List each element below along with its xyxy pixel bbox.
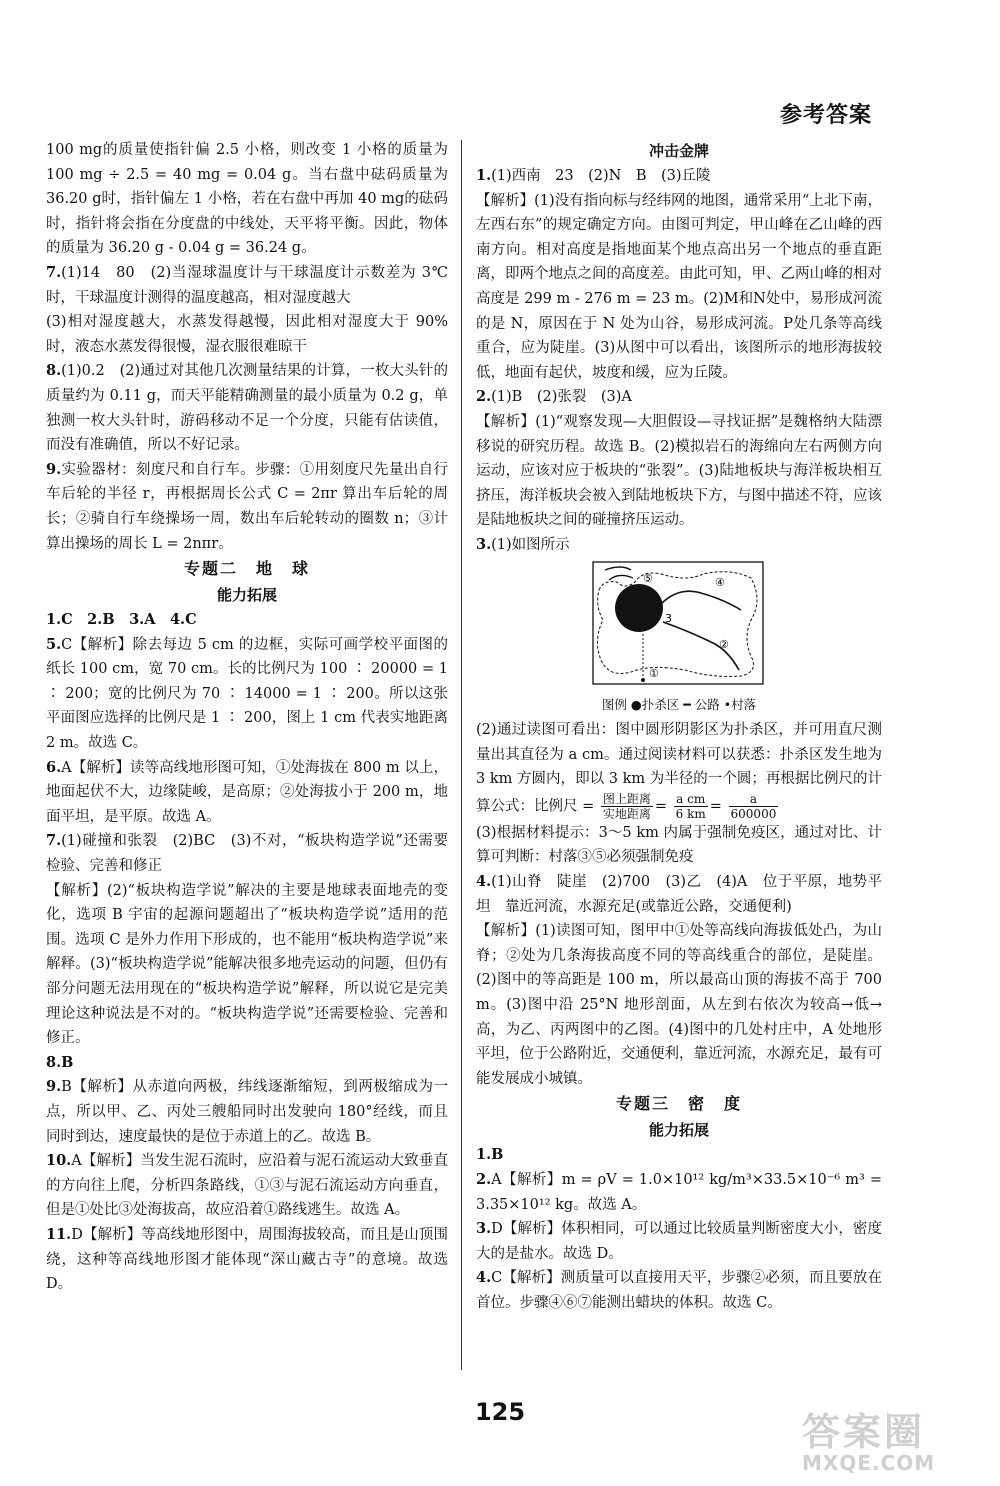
map-frame bbox=[593, 562, 763, 684]
answer-10: 10.A【解析】当发生泥石流时，应沿着与泥石流运动大致垂直的方向往上爬，分析四条路线，①③与泥石流运动方向垂直，但是①处比③处海拔高，故应沿着①路线逃生。故选 A。 bbox=[46, 1152, 448, 1219]
watermark-logo: 答案圈 bbox=[802, 1410, 926, 1454]
answer-11: 11.D【解析】等高线地形图中，周围海拔较高，而且是山顶围绕，这种等高线地形图才能体现“深山藏古寺”的意境。故选 D。 bbox=[46, 1225, 448, 1293]
paragraph: 100 mg的质量使指针偏 2.5 小格，则改变 1 小格的质量为 100 mg ÷ 2.5 = 40 mg = 0.04 g。当右盘中砝码质量为 36.20 g时，指针偏左 1 小格，若在右盘中再加 40 mg的砝码时，指针将会指在分度盘的中线处，天平将平衡。因此，物体的质量为 36.20 g - 0.04 g = 36.24 g。 bbox=[46, 142, 448, 257]
label-4: ④ bbox=[715, 575, 725, 589]
answer-2-analysis: 【解析】(1)“观察发现—大胆假设—寻找证据”是魏格纳大陆漂移说的研究历程。故选 B。(2)模拟岩石的海绵向左右两侧方向运动，应该对应于板块的“张裂”。(3)陆地板块与海洋板块相互挤压，海洋板块会被入到陆地板块下方，与图中描述不符，应该是陆地板块之间的碰撞挤压运动。 bbox=[476, 413, 882, 529]
density-answer-2: 2.A【解析】m = ρV = 1.0×10¹² kg/m³×33.5×10⁻⁶ m³ = 3.35×10¹² kg。故选 A。 bbox=[476, 1171, 882, 1213]
answer-7b: 7.(1)碰撞和张裂 (2)BC (3)不对，“板块构造学说”还需要检验、完善和修正 bbox=[46, 832, 448, 875]
answer-4: 4.(1)山脊 陡崖 (2)700 (3)乙 (4)A 位于平原，地势平坦 靠近河流，水源充足(或靠近公路，交通便利) bbox=[476, 873, 882, 915]
label-2: ② bbox=[719, 637, 729, 651]
village-dot bbox=[641, 678, 645, 682]
answer-3: 3.(1)如图所示 bbox=[476, 535, 570, 553]
column-divider bbox=[461, 140, 462, 1370]
map-legend: 图例 ●扑杀区 ━ 公路 •村落 bbox=[601, 697, 757, 713]
answer-7b-analysis: 【解析】(2)“板块构造学说”解决的主要是地球表面地壳的变化，选项 B 宇宙的起源问题超出了“板块构造学说”适用的范围。选项 C 是外力作用下形成的，也不能用“板块构造学说”来解释。(3)“板块构造学说”能解决很多地壳运动的问题，但仍有部分问题无法用现在的“板块构造学说”解释，所以说它是完美理论这种说法是不对的。“板块构造学说”还需要检验、完善和修正。 bbox=[46, 882, 448, 1047]
answer-2: 2.(1)B (2)张裂 (3)A bbox=[476, 388, 632, 406]
answer-1-analysis: 【解析】(1)没有指向标与经纬网的地图，通常采用“上北下南，左西右东”的规定确定方向。由图可判定，甲山峰在乙山峰的西南方向。相对高度是指地面某个地点高出另一个地点的垂直距离，即两个地点之间的高度差。由此可知，甲、乙两山峰的相对高度是 299 m - 276 m = 23 m。(2)M和N处中，易形成河流的是 N，原因在于 N 处为山谷，易形成河流。P处几条等高线重合，应为陡崖。(3)从图中可以看出，该图所示的地形海拔较低，地面有起伏，坡度和缓，应为丘陵。 bbox=[476, 192, 882, 381]
section-title-gold: 冲击金牌 bbox=[648, 142, 709, 160]
section-subtitle: 能力拓展 bbox=[216, 586, 277, 605]
label-3: 3 bbox=[665, 611, 672, 625]
culling-zone bbox=[615, 584, 663, 632]
fraction-result: $\frac{a}{600000}$ bbox=[730, 791, 777, 821]
answer-8b: 8.B bbox=[46, 1053, 74, 1071]
label-1: ① bbox=[649, 666, 659, 680]
section-subtitle-density: 能力拓展 bbox=[648, 1121, 709, 1140]
answer-3-part2: (2)通过读图可看出：图中圆形阴影区为扑杀区，并可用直尺测量出其直径为 a cm。通过阅读材料可以获悉：扑杀区发生地为 3 km 方圆内，即以 3 km 为半径的一个圆；再根据比例尺的计算公式：比例尺 = $\frac{\text{图上距离}}{\text{实地距离}}$ = $\frac{\text{a cm}}{6 km}$ = $\frac{a}{600000}$ bbox=[476, 722, 882, 821]
answer-7: 7.(1)14 80 (2)当湿球温度计与干球温度计示数差为 3℃时，干球温度计测得的温度越高，相对湿度越大 bbox=[46, 263, 448, 306]
density-answer-4: 4.C【解析】测质量可以直接用天平，步骤②必须，而且要放在首位。步骤④⑥⑦能测出蜡块的体积。故选 C。 bbox=[476, 1269, 882, 1311]
label-5: ⑤ bbox=[643, 571, 653, 585]
answer-9: 9.实验器材：刻度尺和自行车。步骤：①用刻度尺先量出自行车后轮的半径 r，再根据周长公式 C = 2πr 算出车后轮的周长；②骑自行车绕操场一周，数出车后轮转动的圈数 n；③计算出操场的周长 L = 2nπr。 bbox=[46, 460, 448, 552]
page-number: 125 bbox=[474, 1398, 526, 1426]
watermark bbox=[802, 1412, 982, 1478]
density-answer-3: 3.D【解析】体积相同，可以通过比较质量判断密度大小，密度大的是盐水。故选 D。 bbox=[476, 1220, 882, 1262]
watermark-url: MXQE.COM bbox=[802, 1451, 936, 1475]
answer-7-part3: (3)相对湿度越大，水蒸发得越慢，因此相对湿度大于 90%时，液态水蒸发得很慢，湿衣服很难晾干 bbox=[46, 314, 448, 355]
answers-1-4: 1.C 2.B 3.A 4.C bbox=[46, 611, 197, 629]
map-diagram bbox=[591, 560, 767, 688]
answer-4-analysis: 【解析】(1)读图可知，图甲中①处等高线向海拔低处凸，为山脊；②处为几条海拔高度不同的等高线重合的部位，是陡崖。(2)图中的等高距是 100 m，所以最高山顶的海拔不高于 700 m。(3)图中沿 25°N 地形剖面，从左到右依次为较高→低→高，为乙、丙两图中的乙图。(4)图中的几处村庄中，A 处地形平坦，位于公路附近，交通便利，靠近河流，水源充足，最有可能发展成小城镇。 bbox=[476, 923, 882, 1087]
right-column bbox=[476, 138, 882, 1316]
map-cross-mark bbox=[605, 567, 633, 580]
answer-1: 1.(1)西南 23 (2)N B (3)丘陵 bbox=[476, 167, 711, 184]
answer-6: 6.A【解析】读等高线地形图可知，①处海拔在 800 m 以上，地面起伏不大，边缘陡峻，是高原；②处海拔小于 200 m，地面平坦，是平原。故选 A。 bbox=[46, 758, 448, 825]
left-column bbox=[46, 138, 448, 1297]
answer-9b: 9.B【解析】从赤道向两极，纬线逐渐缩短，到两极缩成为一点，所以甲、乙、丙处三艘船同时出发驶向 180°经线，而且同时到达，速度最快的是位于赤道上的乙。故选 B。 bbox=[46, 1078, 448, 1145]
section-title: 专题二 地 球 bbox=[183, 559, 310, 579]
fraction-value: $\frac{\text{a cm}}{6 km}$ bbox=[675, 791, 706, 821]
header-title: 参考答案 bbox=[779, 103, 872, 128]
map-figure bbox=[476, 560, 882, 715]
density-answer-1: 1.B bbox=[476, 1146, 504, 1164]
answer-5: 5.C【解析】除去每边 5 cm 的边框，实际可画学校平面图的纸长 100 cm，宽 70 cm。长的比例尺为 100 ∶ 20000 = 1 ∶ 200；宽的比例尺为 70 ∶ 14000 = 1 ∶ 200。所以这张平面图应选择的比例尺是 1 ∶ 200，图上 1 cm 代表实地距离 2 m。故选 C。 bbox=[46, 635, 448, 752]
section-title-density: 专题三 密 度 bbox=[615, 1094, 742, 1114]
fraction-scale: $\frac{\text{图上距离}}{\text{实地距离}}$ bbox=[602, 791, 651, 821]
road-upper bbox=[661, 591, 741, 610]
answer-8: 8.(1)0.2 (2)通过对其他几次测量结果的计算，一枚大头针的质量约为 0.11 g，而天平能精确测量的最小质量为 0.2 g，单独测一枚大头针时，游码移动不足一个分度，只能有估读值，而没有准确值，所以不好记录。 bbox=[46, 362, 448, 454]
answer-3-part3: (3)根据材料提示：3～5 km 内属于强制免疫区，通过对比、计算可判断：村落③⑤必须强制免疫 bbox=[476, 824, 882, 866]
